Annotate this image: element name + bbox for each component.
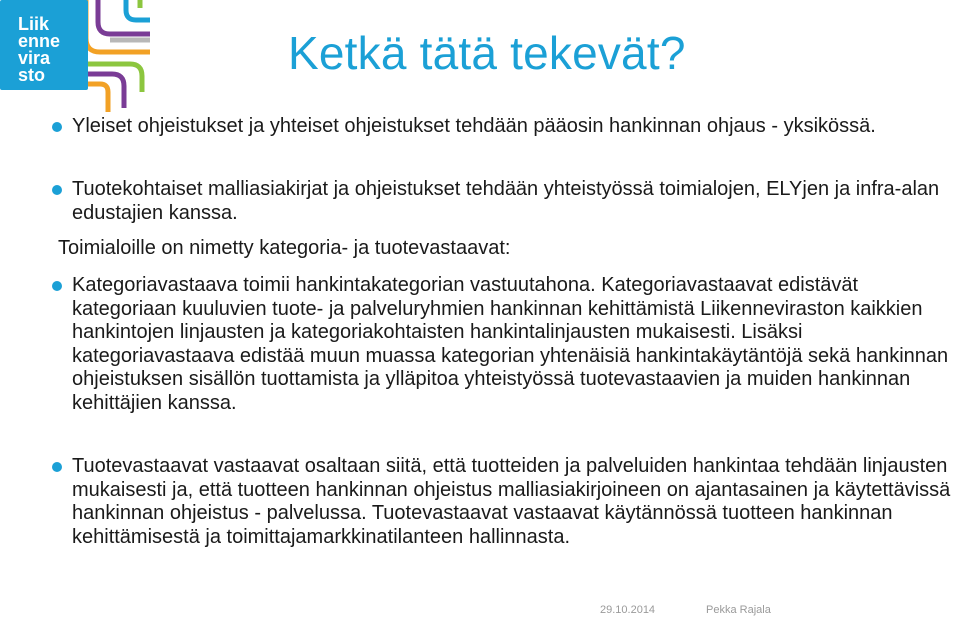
logo-text-2: enne <box>18 31 61 51</box>
bullet-item-1: Yleiset ohjeistukset ja yhteiset ohjeistukset tehdään pääosin hankinnan ohjaus - yksikössä. <box>72 115 876 137</box>
bullet-item-2: Tuotekohtaiset malliasiakirjat ja ohjeistukset tehdään yhteistyössä toimialojen, ELYjen ja infra-alan edustajien kanssa. <box>72 178 940 224</box>
bullet-item-4: Tuotevastaavat vastaavat osaltaan siitä, että tuotteiden ja palveluiden hankintaa tehdään linjausten mukaisesti ja, että tuotteen hankinnan ohjeistus malliasiakirjoineen on ajantasainen ja käytettävissä hankinnan ohjeistus - palvelussa. Tuotevastaavat vastaavat käytännössä tuotteen hankinnan kehittämisestä ja toimittajamarkkinatilanteen hallinnasta. <box>72 455 951 548</box>
slide-title: Ketkä tätä tekevät? <box>288 27 686 79</box>
footer-date: 29.10.2014 <box>600 604 656 616</box>
bullet-icon <box>52 281 62 291</box>
bullet-item-3: Kategoriavastaava toimii hankintakategorian vastuutahona. Kategoriavastaavat edistävät kategoriaan kuuluvien tuote- ja palveluryhmien hankinnan kehittämistä Liikenneviraston kaikkien hankintojen linjausten ja kategoriakohtaisten hankintalinjausten mukaisesti. Lisäksi kategoriavastaava edistää muun muassa kategorian yhtenäisiä hankintakäytäntöjä sekä hankinnan ohjeistuksen sisällön tuottamista ja ylläpitoa yhteistyössä tuotevastaavien ja muiden hankinnan kehittäjien kanssa. <box>72 274 949 414</box>
logo-text-3: vira <box>18 48 51 68</box>
logo-text-4: sto <box>18 65 45 85</box>
section-heading: Toimialoille on nimetty kategoria- ja tuotevastaavat: <box>58 237 511 259</box>
footer-author: Pekka Rajala <box>706 604 771 616</box>
bullet-icon <box>52 185 62 195</box>
bullet-icon <box>52 122 62 132</box>
bullet-icon <box>52 462 62 472</box>
logo-text-1: Liik <box>18 14 50 34</box>
